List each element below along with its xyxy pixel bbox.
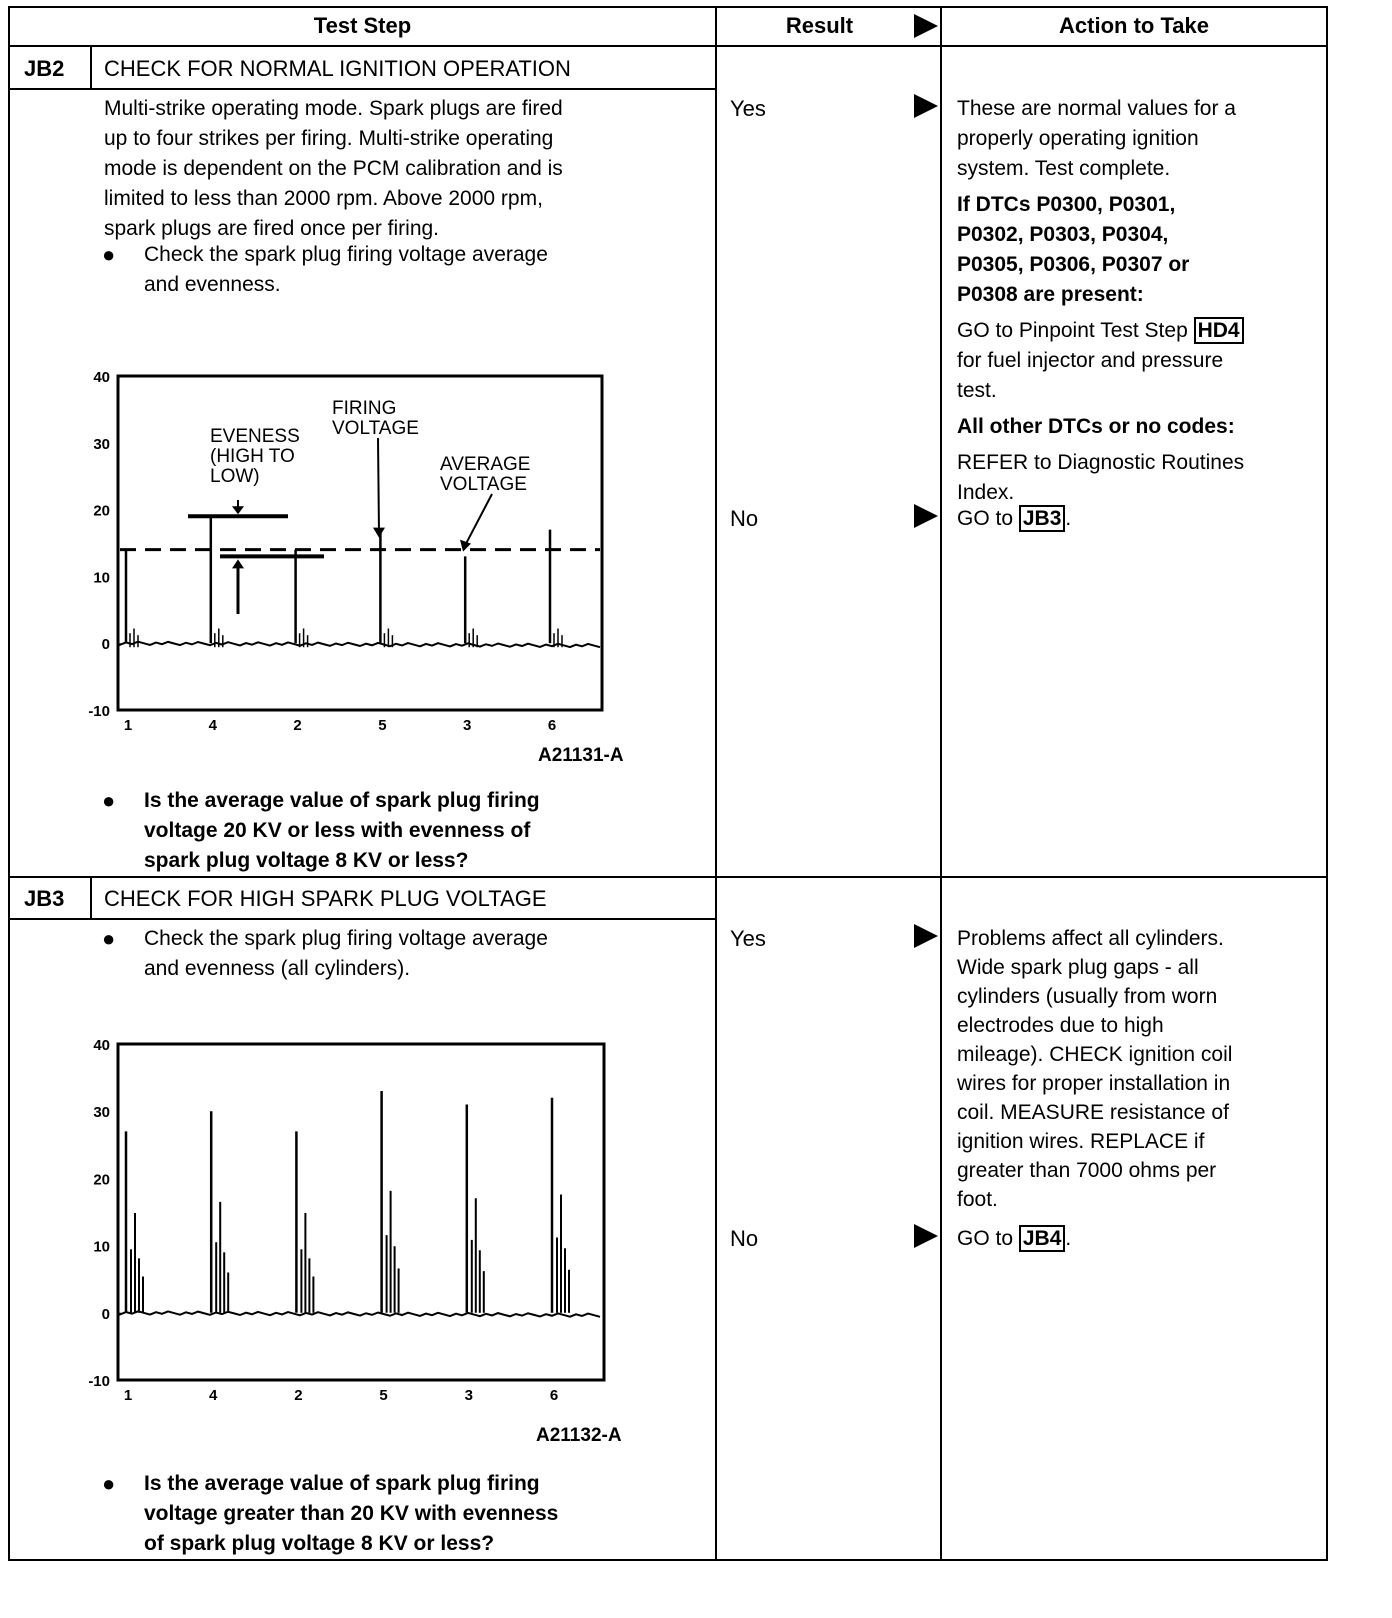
- x-tick-label: 1: [123, 717, 133, 734]
- jb2-result-yes: Yes: [730, 96, 766, 121]
- x-tick-label: 5: [378, 717, 387, 734]
- bullet-line: Check the spark plug firing voltage average: [144, 243, 548, 266]
- header-arrow-icon: [914, 14, 938, 38]
- jb3-step-title: CHECK FOR HIGH SPARK PLUG VOLTAGE: [104, 886, 547, 911]
- table-left-border: [8, 6, 10, 1561]
- y-tick-label: 20: [93, 1171, 110, 1189]
- jb3-result-no: No: [730, 1226, 759, 1251]
- bullet-icon: ●: [102, 242, 116, 267]
- evenness-arrowhead-down: [232, 506, 244, 514]
- step-id-divider-jb2: [90, 47, 92, 89]
- x-tick-label: 5: [379, 1387, 388, 1404]
- action-line: These are normal values for a: [957, 97, 1236, 120]
- jb3-yes-action: [957, 924, 1319, 1214]
- jb2-no-arrow-icon: [914, 504, 938, 528]
- go-suffix: .: [1065, 507, 1072, 530]
- bullet-icon: ●: [102, 1471, 116, 1496]
- action-column-divider: [940, 6, 942, 1561]
- action-line: coil. MEASURE resistance of: [957, 1101, 1229, 1124]
- bullet-line: and evenness (all cylinders).: [144, 957, 411, 980]
- action-line: for fuel injector and pressure: [957, 349, 1224, 372]
- jb2-title-bottom-border: [8, 88, 716, 90]
- table-bottom-border: [8, 1559, 1328, 1561]
- action-line: foot.: [957, 1188, 998, 1211]
- y-tick-label: -10: [88, 703, 110, 720]
- jb2-no-action: [957, 504, 1071, 534]
- action-line: wires for proper installation in: [957, 1072, 1231, 1095]
- y-tick-label: 20: [93, 502, 110, 520]
- bullet-line: voltage 20 KV or less with evenness of: [144, 819, 531, 842]
- action-line: All other DTCs or no codes:: [957, 415, 1235, 438]
- action-line: Problems affect all cylinders.: [957, 927, 1224, 950]
- jb3-figure-id: A21132-A: [536, 1425, 622, 1446]
- jb2-description-line: up to four strikes per firing. Multi-strike operating: [104, 127, 554, 150]
- go-prefix: GO to Pinpoint Test Step: [957, 319, 1194, 342]
- jb3-step-id: JB3: [24, 886, 65, 911]
- action-line: greater than 7000 ohms per: [957, 1159, 1217, 1182]
- jb2-description-line: Multi-strike operating mode. Spark plugs are fired: [104, 97, 563, 120]
- bullet-icon: ●: [102, 926, 116, 951]
- y-tick-label: 0: [101, 636, 110, 654]
- jb2-bullet-check: [102, 240, 702, 300]
- bullet-line: Check the spark plug firing voltage average: [144, 927, 548, 950]
- action-line: P0305, P0306, P0307 or: [957, 253, 1190, 276]
- evenness-arrowhead-up: [232, 559, 244, 568]
- table-right-border: [1326, 6, 1328, 1561]
- y-tick-label: 40: [93, 369, 110, 386]
- x-tick-label: 3: [463, 717, 472, 734]
- action-line: If DTCs P0300, P0301,: [957, 193, 1176, 216]
- x-tick-label: 1: [123, 1387, 133, 1404]
- x-tick-label: 3: [464, 1387, 473, 1404]
- action-line: [957, 316, 1319, 346]
- step-ref-jb4[interactable]: JB4: [1019, 1225, 1066, 1252]
- bullet-line: voltage greater than 20 KV with evenness: [144, 1502, 559, 1525]
- pinpoint-ref-hd4[interactable]: HD4: [1194, 317, 1244, 344]
- evenness-label: (HIGH TO: [210, 446, 295, 467]
- bullet-line: Is the average value of spark plug firing: [144, 789, 540, 812]
- jb2-waveform-figure: [78, 362, 648, 772]
- jb2-description-line: limited to less than 2000 rpm. Above 2000 rpm,: [104, 187, 543, 210]
- jb2-description-line: mode is dependent on the PCM calibration and is: [104, 157, 563, 180]
- action-line: P0302, P0303, P0304,: [957, 223, 1169, 246]
- bullet-line: and evenness.: [144, 273, 281, 296]
- firing-voltage-label: VOLTAGE: [332, 418, 419, 439]
- jb3-waveform-figure: [78, 1030, 648, 1410]
- jb3-no-action: [957, 1224, 1071, 1254]
- jb3-bullet-question: [102, 1469, 712, 1559]
- y-tick-label: 10: [93, 569, 110, 587]
- x-tick-label: 4: [209, 1387, 218, 1404]
- y-tick-label: 30: [93, 435, 110, 453]
- jb3-bullet-check: [102, 924, 702, 984]
- step-id-divider-jb3: [90, 878, 92, 920]
- action-line: Wide spark plug gaps - all: [957, 956, 1199, 979]
- action-line: cylinders (usually from worn: [957, 985, 1218, 1008]
- action-line: system. Test complete.: [957, 157, 1171, 180]
- result-column-divider: [715, 6, 717, 1561]
- header-test-step: Test Step: [313, 13, 412, 38]
- bullet-line: Is the average value of spark plug firing: [144, 1472, 540, 1495]
- waveform-baseline: [120, 642, 600, 648]
- jb2-description: [104, 94, 704, 244]
- average-voltage-arrow: [466, 494, 492, 544]
- x-tick-label: 4: [208, 717, 217, 734]
- go-prefix: GO to: [957, 1227, 1019, 1250]
- jb3-yes-arrow-icon: [914, 924, 938, 948]
- jb2-step-title: CHECK FOR NORMAL IGNITION OPERATION: [104, 56, 571, 81]
- y-tick-label: 0: [101, 1305, 110, 1323]
- x-tick-label: 2: [294, 1387, 303, 1404]
- action-line: electrodes due to high: [957, 1014, 1164, 1037]
- header-bottom-border: [8, 45, 1328, 47]
- jb3-no-arrow-icon: [914, 1224, 938, 1248]
- action-line: REFER to Diagnostic Routines: [957, 451, 1245, 474]
- jb2-yes-action: [957, 94, 1319, 508]
- action-line: mileage). CHECK ignition coil: [957, 1043, 1233, 1066]
- firing-voltage-label: FIRING: [332, 398, 397, 419]
- average-voltage-label: AVERAGE: [440, 454, 531, 475]
- jb3-result-yes: Yes: [730, 926, 766, 951]
- jb2-result-no: No: [730, 506, 759, 531]
- action-line: test.: [957, 379, 997, 402]
- go-prefix: GO to: [957, 507, 1019, 530]
- waveform-baseline: [120, 1311, 600, 1317]
- jb2-row-bottom-border: [8, 876, 1328, 878]
- action-line: P0308 are present:: [957, 283, 1144, 306]
- step-ref-jb3[interactable]: JB3: [1019, 505, 1066, 532]
- jb2-step-id: JB2: [24, 56, 65, 81]
- jb3-title-bottom-border: [8, 918, 716, 920]
- average-voltage-label: VOLTAGE: [440, 474, 527, 495]
- x-tick-label: 2: [293, 717, 302, 734]
- jb2-description-line: spark plugs are fired once per firing.: [104, 217, 440, 240]
- jb2-yes-arrow-icon: [914, 94, 938, 118]
- x-tick-label: 6: [549, 1387, 559, 1404]
- bullet-line: spark plug voltage 8 KV or less?: [144, 849, 469, 872]
- jb2-figure-id: A21131-A: [538, 745, 624, 766]
- bullet-icon: ●: [102, 788, 116, 813]
- evenness-label: LOW): [210, 466, 260, 487]
- action-line: Index.: [957, 481, 1015, 504]
- action-line: ignition wires. REPLACE if: [957, 1130, 1205, 1153]
- chart-frame: [118, 1044, 604, 1380]
- bullet-line: of spark plug voltage 8 KV or less?: [144, 1532, 495, 1555]
- go-suffix: .: [1065, 1227, 1072, 1250]
- y-tick-label: 30: [93, 1104, 110, 1122]
- firing-voltage-arrowhead: [373, 528, 385, 538]
- action-line: properly operating ignition: [957, 127, 1199, 150]
- average-voltage-arrowhead: [460, 540, 471, 552]
- x-tick-label: 6: [547, 717, 557, 734]
- jb2-bullet-question: [102, 786, 702, 876]
- header-result: Result: [785, 13, 854, 38]
- y-tick-label: 10: [93, 1238, 110, 1256]
- evenness-label: EVENESS: [210, 426, 300, 447]
- y-tick-label: -10: [88, 1373, 110, 1390]
- y-tick-label: 40: [93, 1037, 110, 1054]
- firing-voltage-arrow: [378, 438, 379, 534]
- header-action: Action to Take: [1059, 13, 1209, 38]
